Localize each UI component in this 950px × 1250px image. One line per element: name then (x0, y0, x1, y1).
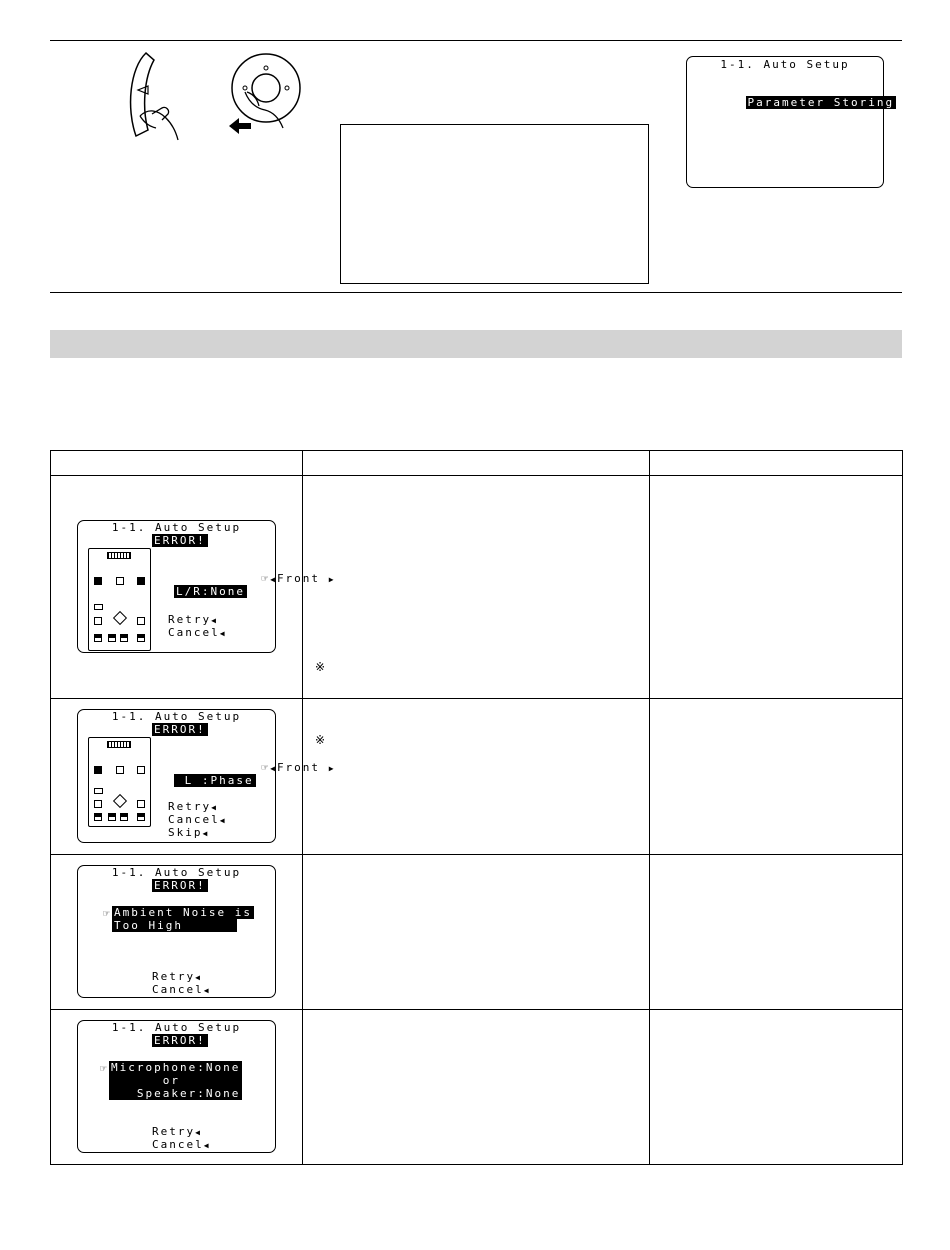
speaker-center-icon (116, 577, 124, 585)
osd-message-line: Speaker:None (111, 1087, 241, 1100)
table-row (51, 855, 903, 1010)
pointer-icon: ☞ (103, 907, 112, 920)
osd-status: L/R:None (176, 585, 245, 598)
speaker-back-left-icon (94, 634, 102, 642)
remedy-cell (650, 855, 903, 1010)
jog-dial-illustration (225, 48, 315, 143)
display-icon (107, 552, 131, 559)
arrow-left-icon: ◀ (270, 575, 277, 584)
osd-option-retry: Retry◀ (152, 970, 202, 983)
remedy-cell (650, 476, 903, 699)
subwoofer-icon (94, 788, 103, 794)
table-row (51, 1010, 903, 1165)
header-cell (51, 451, 303, 476)
error-table (50, 450, 903, 1165)
arrow-right-icon: ▶ (328, 575, 336, 584)
table-row (51, 476, 903, 699)
osd-option-retry: Retry◀ (152, 1125, 202, 1138)
speaker-back-icon (108, 634, 116, 642)
speaker-back-right-icon (137, 634, 145, 642)
note-mark: ※ (315, 733, 326, 747)
osd-status: L :Phase (176, 774, 254, 787)
cause-cell (303, 855, 650, 1010)
osd-error-label: ERROR! (154, 723, 206, 736)
speaker-surround-right-icon (137, 800, 145, 808)
arrow-right-icon: ▶ (328, 764, 336, 773)
osd-title: 1-1. Auto Setup (111, 521, 242, 534)
osd-option-cancel: Cancel◀ (152, 983, 211, 996)
osd-message-line: Too High (114, 919, 235, 932)
osd-message-line: Ambient Noise is (114, 906, 252, 919)
speaker-layout-panel (88, 548, 151, 651)
cause-cell (303, 1010, 650, 1165)
pointer-icon: ☞ (261, 761, 271, 774)
remedy-cell (650, 1010, 903, 1165)
osd-message-line: Microphone:None (111, 1061, 241, 1074)
section-rule (50, 292, 902, 293)
table-header-row (51, 451, 903, 476)
arrow-left-icon: ◀ (219, 816, 227, 825)
arrow-left-icon: ◀ (219, 629, 227, 638)
cursor-left-button (131, 53, 154, 136)
arrow-left-icon (229, 118, 251, 134)
channel-label: Front (276, 572, 321, 585)
osd-screen-error (77, 1020, 276, 1153)
screen-cell (51, 476, 336, 699)
speaker-front-right-icon (137, 577, 145, 585)
cause-cell (303, 476, 650, 699)
section-heading-band (50, 330, 902, 358)
jog-dial-center (252, 74, 280, 102)
osd-message-line: or (111, 1074, 241, 1087)
speaker-surround-right-icon (137, 617, 145, 625)
osd-error-label: ERROR! (154, 879, 206, 892)
explanation-box (340, 124, 649, 284)
arrow-left-icon: ◀ (195, 1128, 202, 1137)
speaker-front-left-icon (94, 577, 102, 585)
speaker-surround-left-icon (94, 800, 102, 808)
osd-highlight: Parameter Storing (747, 96, 895, 109)
pointer-icon: ☞ (261, 572, 271, 585)
speaker-back-left-icon (94, 813, 102, 821)
cursor-left-button-illustration (118, 48, 188, 143)
osd-screen-error (77, 865, 276, 998)
osd-option-cancel: Cancel◀ (168, 813, 227, 826)
osd-option-retry: Retry◀ (168, 800, 218, 813)
arrow-left-icon: ◀ (202, 829, 210, 838)
speaker-layout-panel (88, 737, 151, 827)
pointer-icon: ☞ (100, 1062, 109, 1075)
screen-cell (51, 855, 303, 1010)
arrow-left-icon: ◀ (195, 973, 202, 982)
osd-title: 1-1. Auto Setup (720, 58, 850, 71)
speaker-front-right-icon (137, 766, 145, 774)
listener-icon (113, 794, 127, 808)
arrow-left-icon: ◀ (270, 764, 277, 773)
arrow-left-icon: ◀ (203, 1141, 211, 1150)
osd-title: 1-1. Auto Setup (111, 710, 242, 723)
osd-screen-top (686, 56, 895, 188)
osd-option-retry: Retry◀ (168, 613, 218, 626)
subwoofer-icon (94, 604, 103, 610)
arrow-left-icon: ◀ (211, 616, 218, 625)
speaker-surround-left-icon (94, 617, 102, 625)
osd-title: 1-1. Auto Setup (111, 866, 242, 879)
osd-option-cancel: Cancel◀ (168, 626, 227, 639)
speaker-back-icon (120, 813, 128, 821)
top-rule (50, 40, 902, 41)
speaker-center-icon (116, 766, 124, 774)
remedy-cell (650, 699, 903, 855)
osd-error-label: ERROR! (154, 1034, 206, 1047)
screen-cell (51, 1010, 303, 1165)
osd-screen-error (77, 709, 336, 843)
note-mark: ※ (315, 660, 326, 674)
table-row (51, 699, 903, 855)
display-icon (107, 741, 131, 748)
osd-error-label: ERROR! (154, 534, 206, 547)
header-cell (303, 451, 650, 476)
speaker-back-icon (120, 634, 128, 642)
osd-option-cancel: Cancel◀ (152, 1138, 211, 1151)
speaker-back-icon (108, 813, 116, 821)
screen-cell (51, 699, 336, 855)
cause-cell (303, 699, 650, 855)
osd-title: 1-1. Auto Setup (111, 1021, 242, 1034)
speaker-back-right-icon (137, 813, 145, 821)
channel-label: Front (276, 761, 321, 774)
arrow-left-icon: ◀ (211, 803, 218, 812)
osd-screen-error (77, 520, 336, 653)
speaker-front-left-icon (94, 766, 102, 774)
header-cell (650, 451, 903, 476)
listener-icon (113, 611, 127, 625)
arrow-left-icon: ◀ (203, 986, 211, 995)
osd-option-skip: Skip◀ (168, 826, 210, 839)
